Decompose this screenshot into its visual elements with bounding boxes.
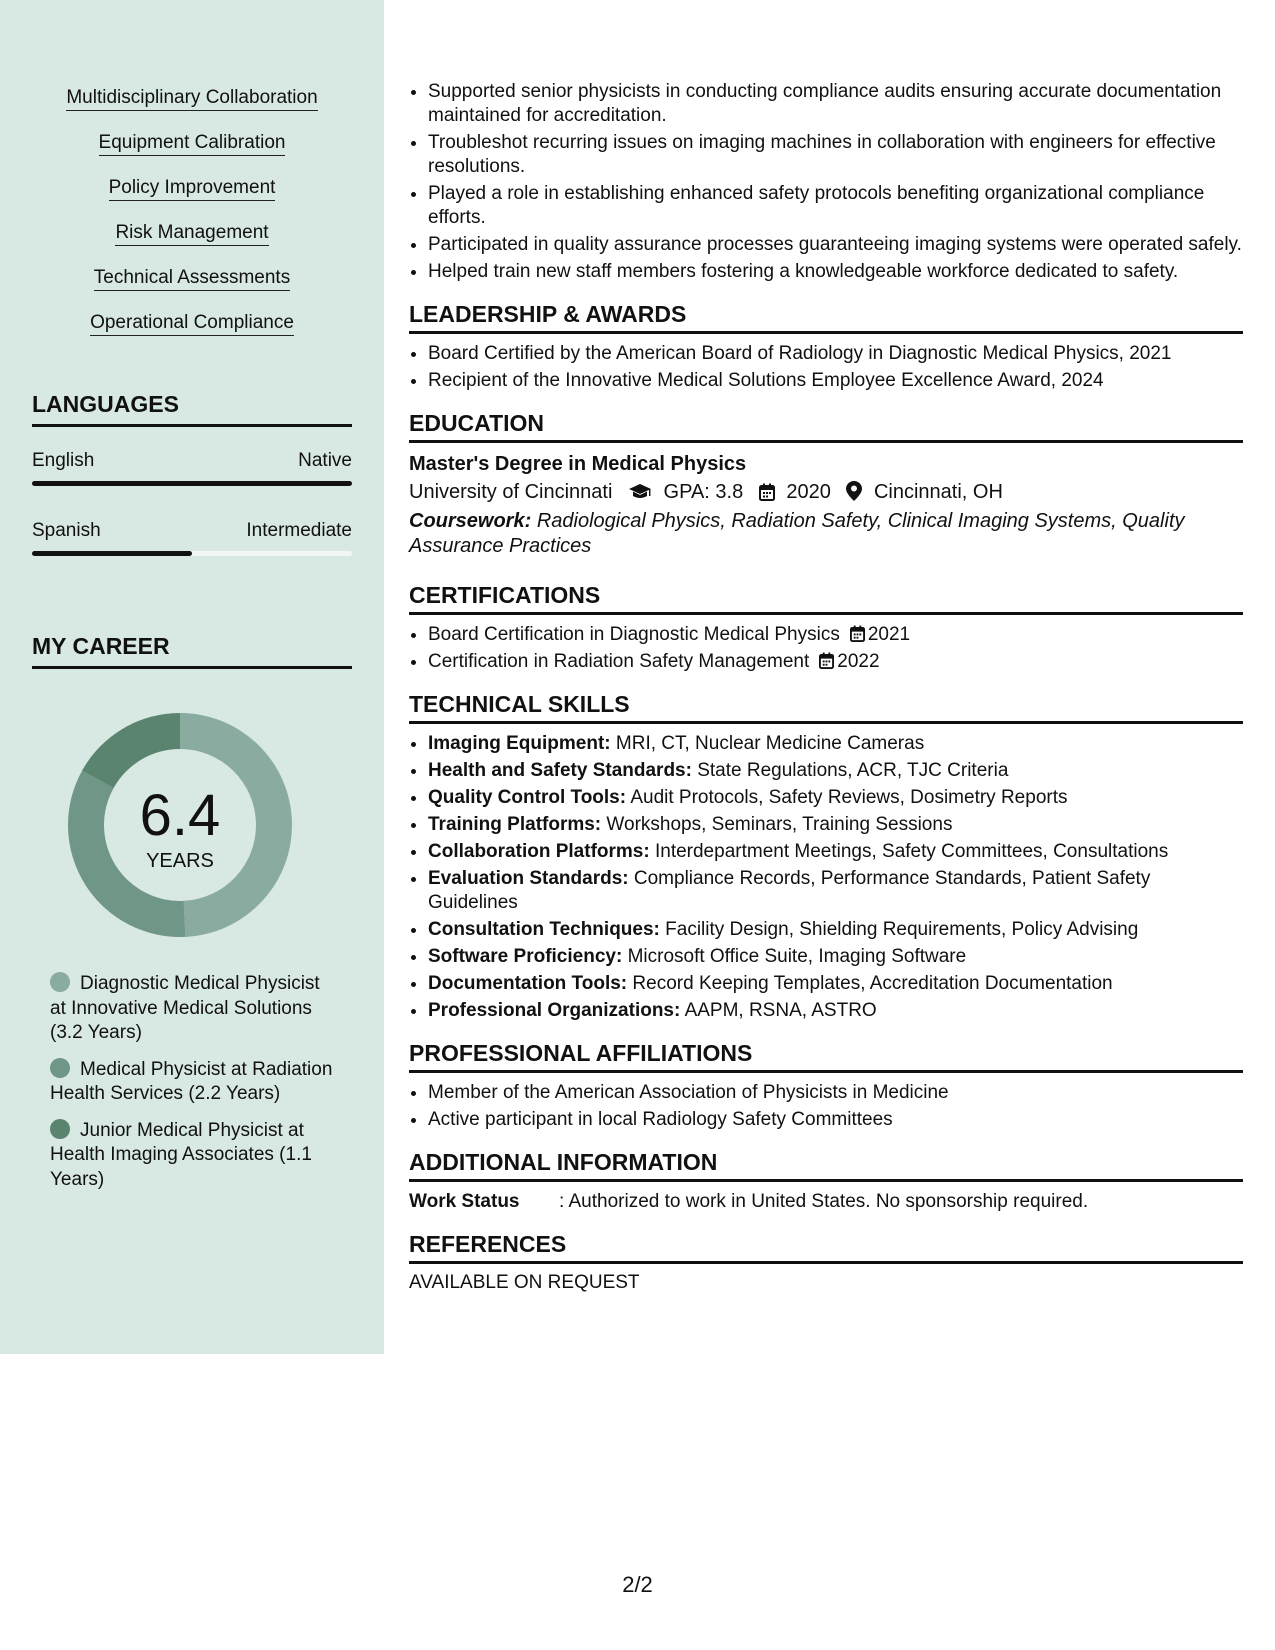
language-level: Native (298, 450, 352, 471)
page-number: 2/2 (622, 1572, 653, 1597)
skill-tag: Multidisciplinary Collaboration (66, 86, 317, 111)
technical-skills-list (409, 732, 1243, 1023)
technical-skill-item (428, 999, 1243, 1023)
language-name: English (32, 450, 95, 471)
experience-bullet: • Helped train new staff members fostering a knowledgeable workforce dedicated to safety. (428, 260, 1243, 284)
technical-skill-label: Imaging Equipment: (428, 733, 611, 754)
technical-skill-item (428, 813, 1243, 837)
skill-tag: Risk Management (115, 221, 268, 246)
experience-bullets (409, 80, 1243, 284)
technical-skill-item (428, 867, 1243, 915)
technical-skill-value: State Regulations, ACR, TJC Criteria (697, 760, 1009, 781)
certification-name: Board Certification in Diagnostic Medical Physics (428, 624, 840, 645)
experience-bullet: • Played a role in establishing enhanced safety protocols benefiting organizational compliance efforts. (428, 182, 1243, 230)
career-dot (50, 1119, 70, 1139)
technical-skill-item (428, 759, 1243, 783)
leadership-list (409, 342, 1243, 393)
technical-skill-label: Collaboration Platforms: (428, 841, 650, 862)
language-bar-fill (32, 551, 192, 556)
technical-skill-item (428, 918, 1243, 942)
language-bar (32, 551, 352, 556)
experience-bullet: • Supported senior physicists in conducting compliance audits ensuring accurate documentation maintained for accreditation. (428, 80, 1243, 128)
certification-item (428, 650, 1243, 674)
technical-skill-item (428, 945, 1243, 969)
language-bar (32, 481, 352, 486)
career-donut (65, 710, 295, 940)
career-donut-slice (82, 713, 180, 788)
technical-skill-item (428, 786, 1243, 810)
education-heading: EDUCATION (409, 409, 1243, 443)
degree-title: Master's Degree in Medical Physics (409, 453, 747, 475)
career-item-text: Medical Physicist at Radiation Health Services (2.2 Years) (50, 1058, 333, 1104)
skills-list (32, 86, 352, 356)
total-years-label: YEARS (146, 850, 214, 872)
affiliations-heading: PROFESSIONAL AFFILIATIONS (409, 1039, 1243, 1073)
skill-tag: Technical Assessments (94, 266, 290, 291)
technical-skill-item (428, 840, 1243, 864)
work-status-value: : Authorized to work in United States. No sponsorship required. (559, 1191, 1089, 1212)
location-pin-icon (846, 481, 862, 501)
affiliation-item: • Active participant in local Radiology Safety Committees (428, 1108, 1243, 1132)
calendar-icon (759, 483, 775, 501)
technical-skill-value: Audit Protocols, Safety Reviews, Dosimetry Reports (630, 787, 1068, 808)
work-status-row (409, 1190, 1243, 1214)
graduation-cap-icon (628, 483, 652, 501)
career-dot (50, 1058, 70, 1078)
work-status-label: Work Status (409, 1191, 520, 1212)
affiliation-item: • Member of the American Association of Physicists in Medicine (428, 1081, 1243, 1105)
technical-skill-value: Workshops, Seminars, Training Sessions (606, 814, 953, 835)
career-item-text: Diagnostic Medical Physicist at Innovative Medical Solutions (3.2 Years) (50, 973, 320, 1043)
skill-tag: Operational Compliance (90, 311, 294, 336)
technical-skill-value: AAPM, RSNA, ASTRO (684, 1000, 877, 1021)
calendar-icon (819, 652, 834, 669)
experience-bullet: • Participated in quality assurance processes guaranteeing imaging systems were operated safely. (428, 233, 1243, 257)
languages-heading: LANGUAGES (32, 390, 352, 427)
gpa: GPA: 3.8 (663, 481, 744, 503)
coursework-list: Radiological Physics, Radiation Safety, Clinical Imaging Systems, Quality Assurance Practices (409, 510, 1185, 557)
certification-name: Certification in Radiation Safety Management (428, 651, 810, 672)
career-item (50, 1058, 340, 1107)
coursework-label: Coursework: (409, 510, 532, 532)
graduation-year: 2020 (786, 481, 831, 503)
school-name: University of Cincinnati (409, 481, 613, 503)
career-item (50, 1119, 340, 1193)
language-level: Intermediate (246, 520, 352, 541)
sidebar (0, 0, 384, 1354)
language-bar-fill (32, 481, 352, 486)
affiliations-list (409, 1081, 1243, 1132)
leadership-item: • Board Certified by the American Board of Radiology in Diagnostic Medical Physics, 2021 (428, 342, 1243, 366)
certification-item (428, 623, 1243, 647)
leadership-item: • Recipient of the Innovative Medical Solutions Employee Excellence Award, 2024 (428, 369, 1243, 393)
technical-skill-label: Training Platforms: (428, 814, 602, 835)
technical-skill-label: Health and Safety Standards: (428, 760, 692, 781)
skill-tag: Equipment Calibration (99, 131, 286, 156)
technical-skill-label: Consultation Techniques: (428, 919, 660, 940)
education-meta (409, 477, 1243, 507)
certifications-heading: CERTIFICATIONS (409, 581, 1243, 615)
technical-skill-value: Record Keeping Templates, Accreditation Documentation (632, 973, 1113, 994)
technical-skill-label: Quality Control Tools: (428, 787, 627, 808)
technical-skills-heading: TECHNICAL SKILLS (409, 690, 1243, 724)
career-heading: MY CAREER (32, 632, 352, 669)
coursework (409, 509, 1243, 559)
language-name: Spanish (32, 520, 101, 541)
additional-info-heading: ADDITIONAL INFORMATION (409, 1148, 1243, 1182)
certifications-list (409, 623, 1243, 674)
references-heading: REFERENCES (409, 1230, 1243, 1264)
career-dot (50, 972, 70, 992)
career-list (50, 972, 340, 1204)
main-content (409, 80, 1243, 1294)
certification-year: 2022 (837, 651, 880, 672)
certification-year: 2021 (867, 624, 911, 645)
technical-skill-value: Facility Design, Shielding Requirements, Policy Advising (665, 919, 1139, 940)
technical-skill-label: Evaluation Standards: (428, 868, 629, 889)
technical-skill-label: Software Proficiency: (428, 946, 623, 967)
career-item (50, 972, 340, 1046)
technical-skill-item (428, 972, 1243, 996)
technical-skill-value: Microsoft Office Suite, Imaging Software (627, 946, 967, 967)
technical-skill-value: MRI, CT, Nuclear Medicine Cameras (615, 733, 925, 754)
technical-skill-label: Professional Organizations: (428, 1000, 681, 1021)
leadership-heading: LEADERSHIP & AWARDS (409, 300, 1243, 334)
references-text: AVAILABLE ON REQUEST (409, 1272, 640, 1293)
total-years-value: 6.4 (139, 783, 221, 848)
calendar-icon (850, 625, 865, 642)
experience-bullet: • Troubleshot recurring issues on imaging machines in collaboration with engineers for effective resolutions. (428, 131, 1243, 179)
school-location: Cincinnati, OH (873, 481, 1003, 503)
technical-skill-label: Documentation Tools: (428, 973, 628, 994)
technical-skill-value: Interdepartment Meetings, Safety Committees, Consultations (654, 841, 1169, 862)
skill-tag: Policy Improvement (109, 176, 276, 201)
career-item-text: Junior Medical Physicist at Health Imaging Associates (1.1 Years) (50, 1119, 312, 1190)
technical-skill-value: Compliance Records, Performance Standards, Patient Safety Guidelines (428, 868, 1151, 913)
technical-skill-item (428, 732, 1243, 756)
